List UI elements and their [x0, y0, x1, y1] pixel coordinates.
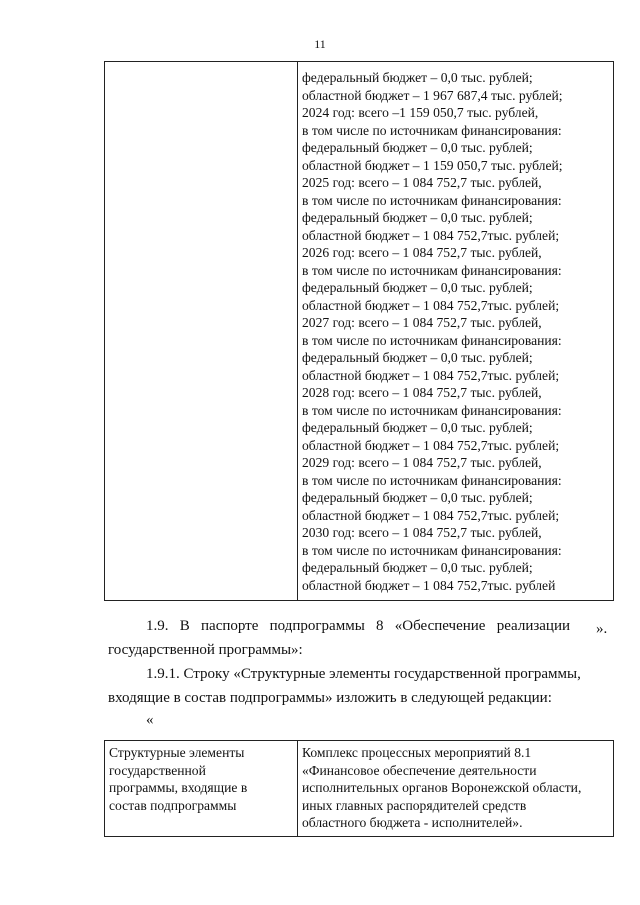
budget-table: [104, 61, 614, 601]
budget-line: в том числе по источникам финансирования:: [302, 262, 562, 278]
closing-quote: ».: [596, 621, 608, 637]
budget-table-right-cell: [298, 62, 614, 601]
budget-line: областной бюджет – 1 084 752,7тыс. рублей: [302, 577, 556, 593]
budget-line: 2027 год: всего – 1 084 752,7 тыс. рублей,: [302, 315, 542, 330]
table-row: [105, 741, 614, 837]
paragraph-1-9-line-1: 1.9. В паспорте подпрограммы 8 «Обеспечение реализации: [146, 618, 571, 634]
budget-line: 2029 год: всего – 1 084 752,7 тыс. рублей,: [302, 455, 542, 470]
label-line: состав подпрограммы: [109, 797, 237, 813]
structure-table: [104, 740, 614, 837]
opening-quote: «: [146, 712, 154, 728]
table-row: [105, 62, 614, 601]
budget-line: 2030 год: всего – 1 084 752,7 тыс. рублей,: [302, 525, 542, 540]
budget-table-left-cell: [105, 62, 298, 601]
page-number: 11: [314, 37, 326, 51]
label-line: Структурные элементы: [109, 745, 245, 760]
budget-line: областной бюджет – 1 084 752,7тыс. рублей;: [302, 367, 560, 383]
budget-line: 2026 год: всего – 1 084 752,7 тыс. рублей,: [302, 245, 542, 260]
value-line: «Финансовое обеспечение деятельности: [302, 762, 537, 778]
budget-line: в том числе по источникам финансирования:: [302, 122, 562, 138]
budget-line: областной бюджет – 1 084 752,7тыс. рублей;: [302, 437, 560, 453]
budget-line: 2025 год: всего – 1 084 752,7 тыс. рублей,: [302, 175, 542, 190]
budget-line: федеральный бюджет – 0,0 тыс. рублей;: [302, 420, 533, 435]
value-line: областного бюджета - исполнителей».: [302, 815, 523, 830]
budget-line: в том числе по источникам финансирования:: [302, 332, 562, 348]
value-line: исполнительных органов Воронежской области,: [302, 780, 582, 795]
budget-line: областной бюджет – 1 084 752,7тыс. рублей;: [302, 507, 560, 523]
budget-line: в том числе по источникам финансирования:: [302, 192, 562, 208]
structure-table-value-cell: [298, 741, 614, 837]
structure-table-label-cell: [105, 741, 298, 837]
budget-line: областной бюджет – 1 159 050,7 тыс. рублей;: [302, 157, 563, 173]
value-line: Комплекс процессных мероприятий 8.1: [302, 745, 532, 760]
budget-line: федеральный бюджет – 0,0 тыс. рублей;: [302, 560, 533, 575]
budget-line: областной бюджет – 1 967 687,4 тыс. рублей;: [302, 87, 563, 103]
budget-line: в том числе по источникам финансирования:: [302, 472, 562, 488]
budget-line: областной бюджет – 1 084 752,7тыс. рублей;: [302, 297, 560, 313]
value-line: иных главных распорядителей средств: [302, 797, 527, 813]
budget-line: областной бюджет – 1 084 752,7тыс. рублей;: [302, 227, 560, 243]
budget-line: федеральный бюджет – 0,0 тыс. рублей;: [302, 280, 533, 295]
budget-line: в том числе по источникам финансирования:: [302, 542, 562, 558]
paragraph-1-9-1-line-2: входящие в состав подпрограммы» изложить в следующей редакции:: [108, 690, 552, 706]
budget-line: федеральный бюджет – 0,0 тыс. рублей;: [302, 490, 533, 505]
budget-line: федеральный бюджет – 0,0 тыс. рублей;: [302, 350, 533, 365]
budget-line: федеральный бюджет – 0,0 тыс. рублей;: [302, 140, 533, 155]
paragraph-1-9-line-2: государственной программы»:: [108, 642, 303, 658]
budget-line: 2024 год: всего –1 159 050,7 тыс. рублей,: [302, 105, 539, 120]
budget-line: 2028 год: всего – 1 084 752,7 тыс. рублей,: [302, 385, 542, 400]
label-line: программы, входящие в: [109, 780, 248, 795]
budget-line: в том числе по источникам финансирования:: [302, 402, 562, 418]
paragraph-1-9-1-line-1: 1.9.1. Строку «Структурные элементы государственной программы,: [146, 666, 581, 682]
budget-line: федеральный бюджет – 0,0 тыс. рублей;: [302, 210, 533, 225]
label-line: государственной: [109, 762, 206, 778]
budget-line: федеральный бюджет – 0,0 тыс. рублей;: [302, 70, 533, 85]
